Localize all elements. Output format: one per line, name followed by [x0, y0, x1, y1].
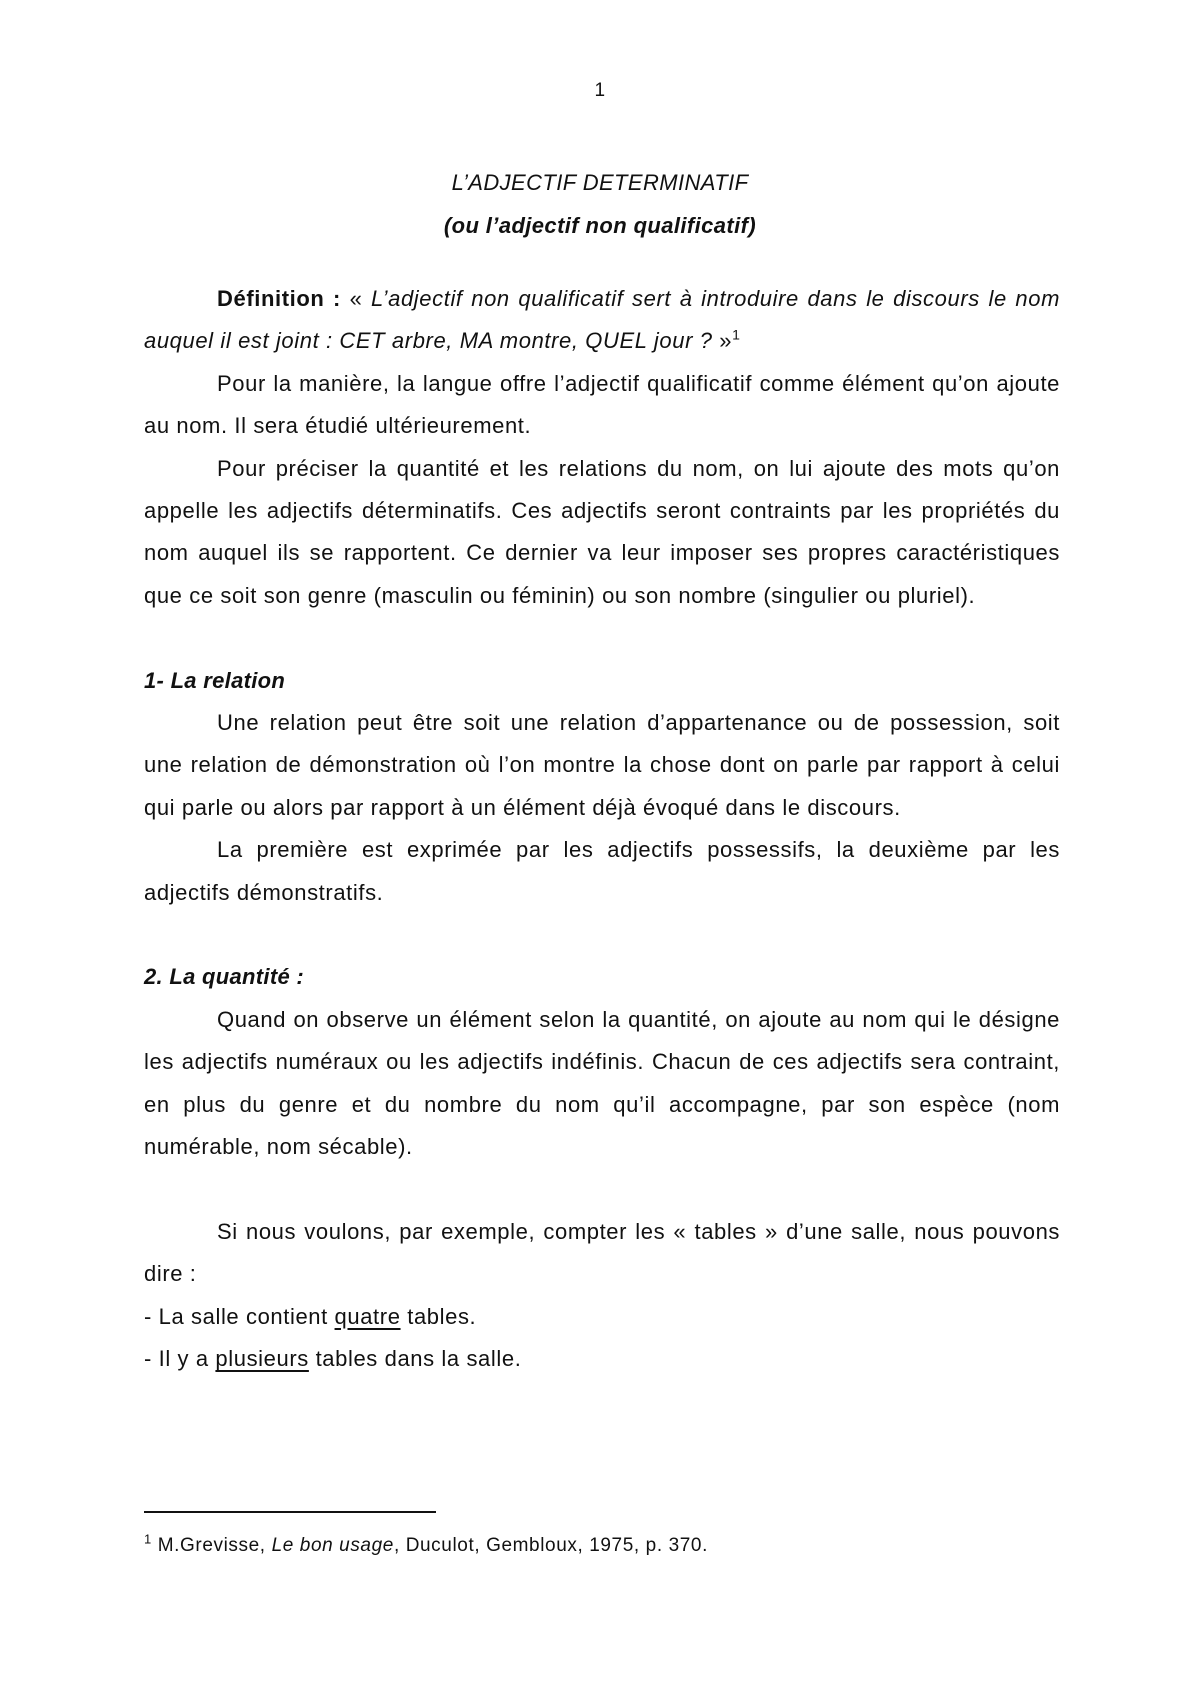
footnote-reference[interactable]: 1	[732, 327, 741, 344]
footnote-author: M.Grevisse,	[151, 1535, 272, 1556]
title-subtitle: (ou l’adjectif non qualificatif)	[443, 213, 757, 238]
section-heading-relation: 1- La relation	[144, 667, 286, 693]
example-2-after: tables dans la salle.	[308, 1346, 522, 1372]
title-main: L’ADJECTIF DETERMINATIF	[451, 170, 749, 195]
example-2-before: - Il y a	[144, 1346, 216, 1372]
footnote	[144, 1532, 1060, 1560]
footnote-separator	[144, 1511, 436, 1513]
intro-paragraph-2: Pour préciser la quantité et les relations du nom, on lui ajoute des mots qu’on appelle les adjectifs déterminatifs. Ces adjectifs seront contraints par les propriétés du nom auquel ils se rapportent. Ce dernier va leur imposer ses propres caractéristiques que ce soit son genre (masculin ou féminin) ou son nombre (singulier ou pluriel).	[144, 455, 1060, 608]
example-1-underlined: quatre	[334, 1303, 401, 1329]
example-line-2	[144, 1338, 1060, 1380]
quantity-paragraph-2: Si nous voulons, par exemple, compter les « tables » d’une salle, nous pouvons dire :	[144, 1218, 1060, 1287]
footnote-book-title: Le bon usage	[271, 1535, 394, 1556]
example-line-1	[144, 1296, 1060, 1338]
spacer	[144, 1169, 1060, 1211]
section-heading-quantity: 2. La quantité :	[144, 964, 305, 990]
footnote-details: , Duculot, Gembloux, 1975, p. 370.	[393, 1535, 708, 1556]
page-number: 1	[594, 80, 606, 101]
definition-paragraph	[144, 278, 1060, 363]
example-1-after: tables.	[400, 1303, 477, 1329]
quantity-paragraph-1: Quand on observe un élément selon la quantité, on ajoute au nom qui le désigne les adjectifs numéraux ou les adjectifs indéfinis. Chacun de ces adjectifs sera contraint, en plus du genre et du nombre du nom qu’il accompagne, par son espèce (nom numérable, nom sécable).	[144, 1006, 1060, 1160]
definition-label: Définition :	[217, 286, 341, 311]
footnote-mark: 1	[144, 1531, 152, 1547]
definition-open-quote: «	[340, 286, 372, 311]
relation-paragraph-1: Une relation peut être soit une relation d’appartenance ou de possession, soit une relation de démonstration où l’on montre la chose dont on parle par rapport à celui qui parle ou alors par rapport à un élément déjà évoqué dans le discours.	[144, 710, 1060, 820]
relation-paragraph-2: La première est exprimée par les adjectifs possessifs, la deuxième par les adjectifs démonstratifs.	[144, 837, 1060, 905]
spacer	[144, 914, 1060, 956]
example-1-before: - La salle contient	[144, 1303, 335, 1329]
definition-quote: L’adjectif non qualificatif sert à introduire dans le discours le nom auquel il est joint : CET arbre, MA montre, QUEL jour ?	[144, 286, 1060, 354]
intro-paragraph-1: Pour la manière, la langue offre l’adjectif qualificatif comme élément qu’on ajoute au nom. Il sera étudié ultérieurement.	[144, 370, 1060, 439]
document-title	[0, 161, 1200, 247]
document-body	[144, 278, 1060, 1381]
example-2-underlined: plusieurs	[215, 1346, 309, 1372]
definition-close-quote: »	[712, 328, 733, 354]
spacer	[144, 617, 1060, 659]
